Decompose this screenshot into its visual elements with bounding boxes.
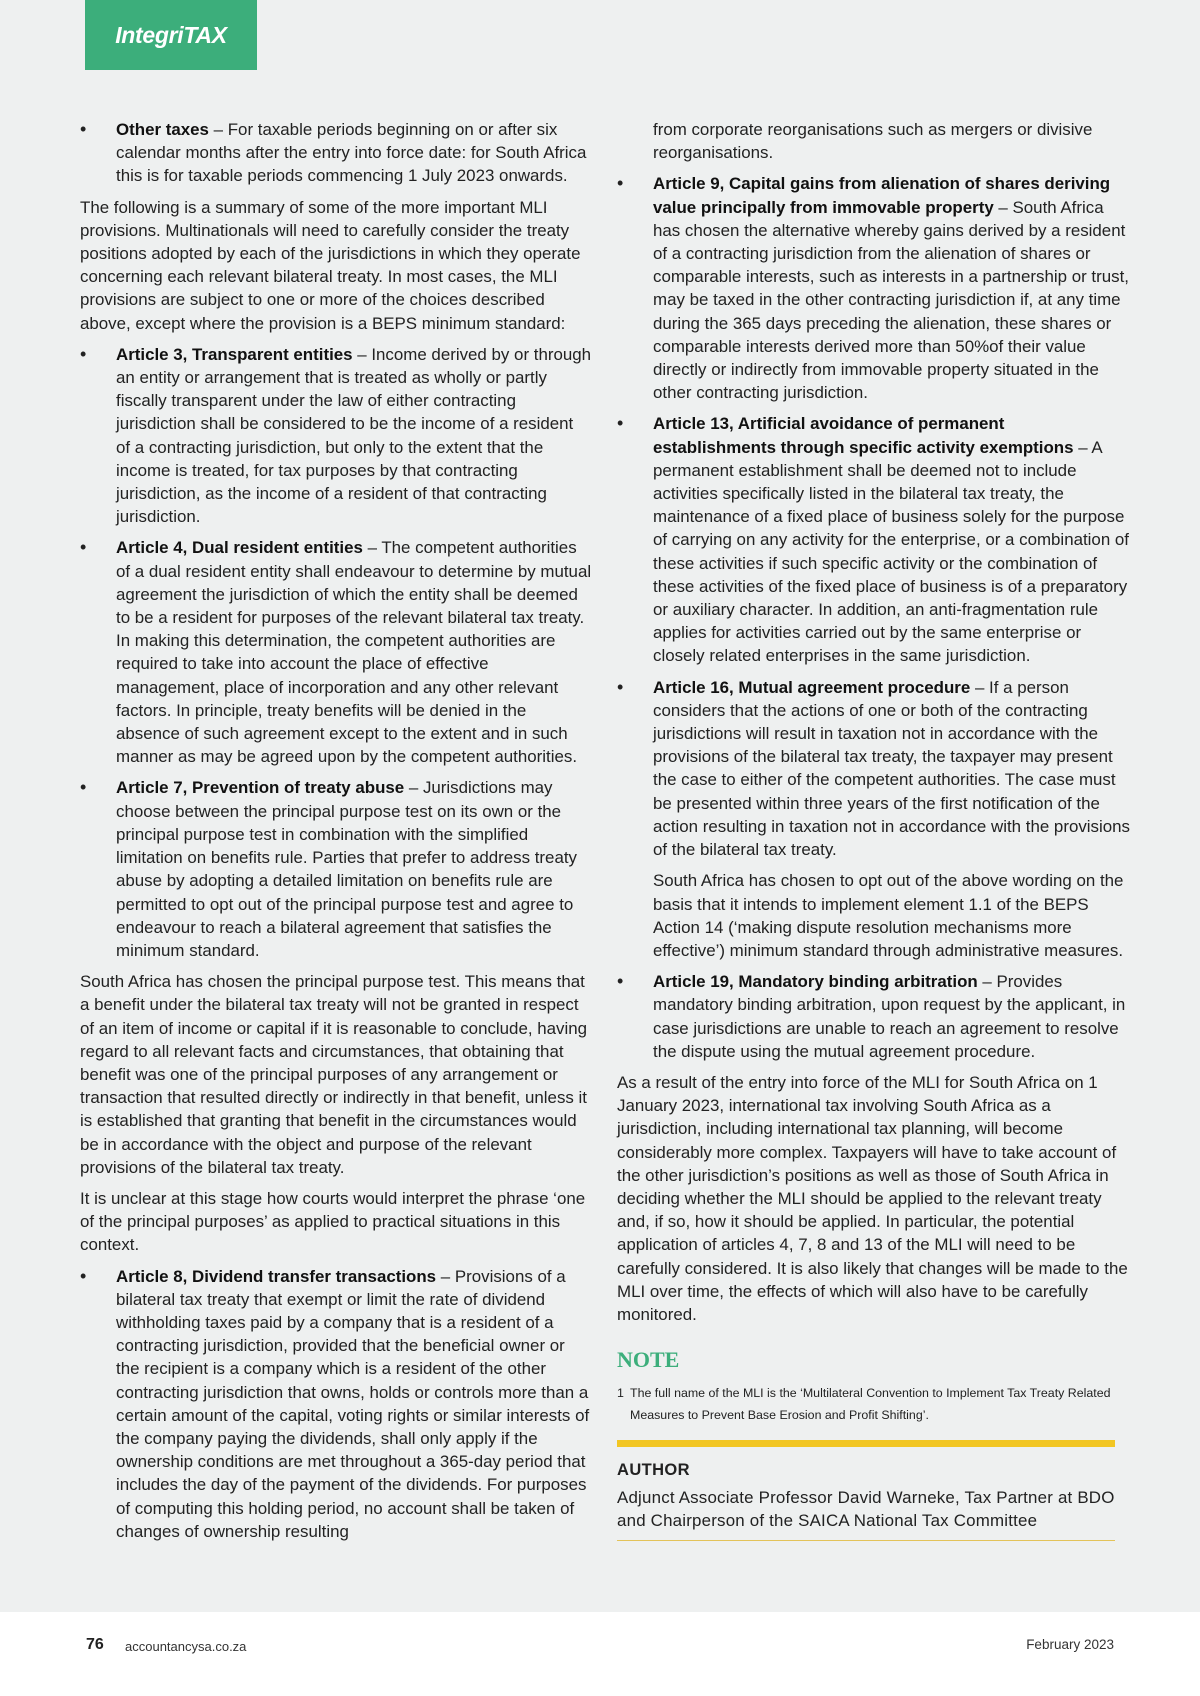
integritax-logo	[85, 0, 257, 70]
footnote	[617, 1382, 1131, 1426]
conclusion-paragraph: As a result of the entry into force of the MLI for South Africa on 1 January 2023, international tax involving South Africa as a jurisdiction, including international tax planning, will become considerably more complex. Taxpayers will have to take account of the other jurisdiction’s positions as well as those of South Africa in deciding whether the MLI should be applied to the relevant treaty and, if so, how it should be applied. In particular, the potential application of articles 4, 7, 8 and 13 of the MLI will need to be carefully considered. It is also likely that changes will be made to the MLI over time, the effects of which will also have to be carefully monitored.	[617, 1072, 1128, 1324]
list-item-other-taxes	[80, 118, 592, 188]
logo-text: IntegriTAX	[115, 21, 227, 48]
list-item-article-3	[80, 343, 592, 529]
bullet-text: – A permanent establishment shall be deemed not to include activities specifically listed in the bilateral tax treaty, the maintenance of a fixed place of business solely for the purpose of carrying on any activity for the enterprise, or a combination of these activities if such specific activity or the combination of these activities of the fixed place of business is of a preparatory or auxiliary character. In addition, an anti-fragmentation rule applies for activities carried out by the same enterprise or closely related enterprises in the same jurisdiction.	[653, 437, 1129, 666]
bullet-text: – If a person considers that the actions of one or both of the contracting jurisdictions will result in taxation not in accordance with the provisions of the bilateral tax treaty, the taxpayer may present the case to either of the competent authorities. The case must be presented within three years of the first notification of the action resulting in taxation not in accordance with the provisions of the bilateral tax treaty.	[653, 677, 1130, 860]
page-number: 76	[86, 1636, 104, 1653]
author-bio: Adjunct Associate Professor David Warneke, Tax Partner at BDO and Chairperson of the SAICA National Tax Committee	[617, 1488, 1115, 1531]
principal-purpose-paragraph: South Africa has chosen the principal purpose test. This means that a benefit under the bilateral tax treaty will not be granted in respect of an item of income or capital if it is reasonable to conclude, having regard to all relevant facts and circumstances, that obtaining that benefit was one of the principal purposes of any arrangement or transaction that resulted directly or indirectly in that benefit, unless it is established that granting that benefit in the circumstances would be in accordance with the object and purpose of the relevant provisions of the bilateral tax treaty.	[80, 972, 587, 1177]
list-item-article-9	[617, 172, 1131, 404]
articles-list	[80, 343, 592, 962]
list-item-article-16	[617, 676, 1131, 862]
bullet-title: Article 7, Prevention of treaty abuse	[116, 778, 405, 798]
bullet-text: – For taxable periods beginning on or after six calendar months after the entry into force date: for South Africa this is for taxable periods commencing 1 July 2023 onwards.	[116, 120, 587, 186]
left-column	[80, 118, 592, 1551]
bullet-text: – The competent authorities of a dual resident entity shall endeavour to determine by mutual agreement the jurisdiction of which the entity shall be deemed to be a resident for purposes of the relevant bilateral tax treaty. In making this determination, the competent authorities are required to take into account the place of effective management, place of incorporation and any other relevant factors. In principle, treaty benefits will be denied in the absence of such agreement except to the extent and in such manner as may be agreed upon by the competent authorities.	[116, 538, 592, 767]
issue-date: February 2023	[1026, 1637, 1114, 1652]
bullet-text: – Provides mandatory binding arbitration, upon request by the applicant, in case jurisdictions are unable to reach an agreement to resolve the dispute using the mutual agreement procedure.	[653, 972, 1126, 1061]
page-footer	[0, 1612, 1200, 1696]
footnote-text: The full name of the MLI is the ‘Multilateral Convention to Implement Tax Treaty Related Measures to Prevent Base Erosion and Profit Shifting’.	[630, 1386, 1111, 1423]
summary-paragraph: The following is a summary of some of the more important MLI provisions. Multinationals will need to carefully consider the treaty positions adopted by each of the jurisdictions in which they operate concerning each relevant bilateral treaty. In most cases, the MLI provisions are subject to one or more of the choices described above, except where the provision is a BEPS minimum standard:	[80, 197, 581, 333]
list-item-article-8	[80, 1265, 592, 1543]
bullet-text: – Income derived by or through an entity or arrangement that is treated as wholly or partly fiscally transparent under the law of either contracting jurisdiction shall be considered to be the income of a resident of a contracting jurisdiction, but only to the extent that the income is treated, for tax purposes by that contracting jurisdiction, as the income of a resident of that contracting jurisdiction.	[116, 344, 592, 527]
list-item-article-7	[80, 776, 592, 962]
article-8-continuation: from corporate reorganisations such as mergers or divisive reorganisations.	[653, 120, 1093, 163]
bullet-title: Article 8, Dividend transfer transactions	[116, 1266, 437, 1286]
bullet-title: Article 3, Transparent entities	[116, 344, 353, 364]
bullet-title: Article 19, Mandatory binding arbitration	[653, 972, 978, 992]
right-column	[617, 118, 1131, 1541]
list-item-article-4	[80, 536, 592, 768]
author-heading: AUTHOR	[617, 1461, 690, 1480]
list-item-article-19	[617, 970, 1131, 1063]
yellow-divider	[617, 1440, 1115, 1447]
footnote-number: 1	[617, 1386, 624, 1401]
website-url: accountancysa.co.za	[125, 1639, 247, 1654]
article-16-sa-note	[617, 869, 1131, 962]
bullet-title: Article 16, Mutual agreement procedure	[653, 677, 971, 697]
other-taxes-list	[80, 118, 592, 188]
author-divider	[617, 1540, 1115, 1541]
bullet-text: – Provisions of a bilateral tax treaty that exempt or limit the rate of dividend withholding taxes paid by a company that is a resident of a contracting jurisdiction, provided that the beneficial owner or the recipient is a company which is a resident of the other contracting jurisdiction that owns, holds or controls more than a certain amount of the capital, voting rights or similar interests of the company paying the dividends, shall only apply if the ownership conditions are met throughout a 365-day period that includes the day of the payment of the dividends. For purposes of computing this holding period, no account shall be taken of changes of ownership resulting	[116, 1266, 590, 1541]
bullet-title: Article 9, Capital gains from alienation of shares deriving value principally from immovable property	[653, 174, 1111, 217]
article-8-list	[80, 1265, 592, 1543]
bullet-title: Article 4, Dual resident entities	[116, 538, 363, 558]
articles-list-continued	[617, 172, 1131, 1063]
list-item-article-13	[617, 412, 1131, 667]
note-heading: NOTE	[617, 1347, 680, 1373]
unclear-paragraph: It is unclear at this stage how courts would interpret the phrase ‘one of the principal purposes’ as applied to practical situations in this context.	[80, 1188, 586, 1255]
bullet-text: – Jurisdictions may choose between the principal purpose test on its own or the principal purpose test in combination with the simplified limitation on benefits rule. Parties that prefer to address treaty abuse by adopting a detailed limitation on benefits rule are permitted to opt out of the principal purpose test and agree to endeavour to reach a bilateral agreement that satisfies the minimum standard.	[116, 778, 577, 960]
bullet-text: – South Africa has chosen the alternative whereby gains derived by a resident of a contracting jurisdiction from the alienation of shares or comparable interests, such as interests in a partnership or trust, may be taxed in the other contracting jurisdiction if, at any time during the 365 days preceding the alienation, these shares or comparable interests derived more than 50%of their value directly or indirectly from immovable property situated in the other contracting jurisdiction.	[653, 197, 1129, 403]
bullet-text: South Africa has chosen to opt out of the above wording on the basis that it intends to implement element 1.1 of the BEPS Action 14 (‘making dispute resolution mechanisms more effective’) minimum standard through administrative measures.	[653, 871, 1124, 960]
bullet-title: Article 13, Artificial avoidance of permanent establishments through specific activity exemptions	[653, 414, 1074, 457]
bullet-title: Other taxes	[116, 120, 209, 139]
